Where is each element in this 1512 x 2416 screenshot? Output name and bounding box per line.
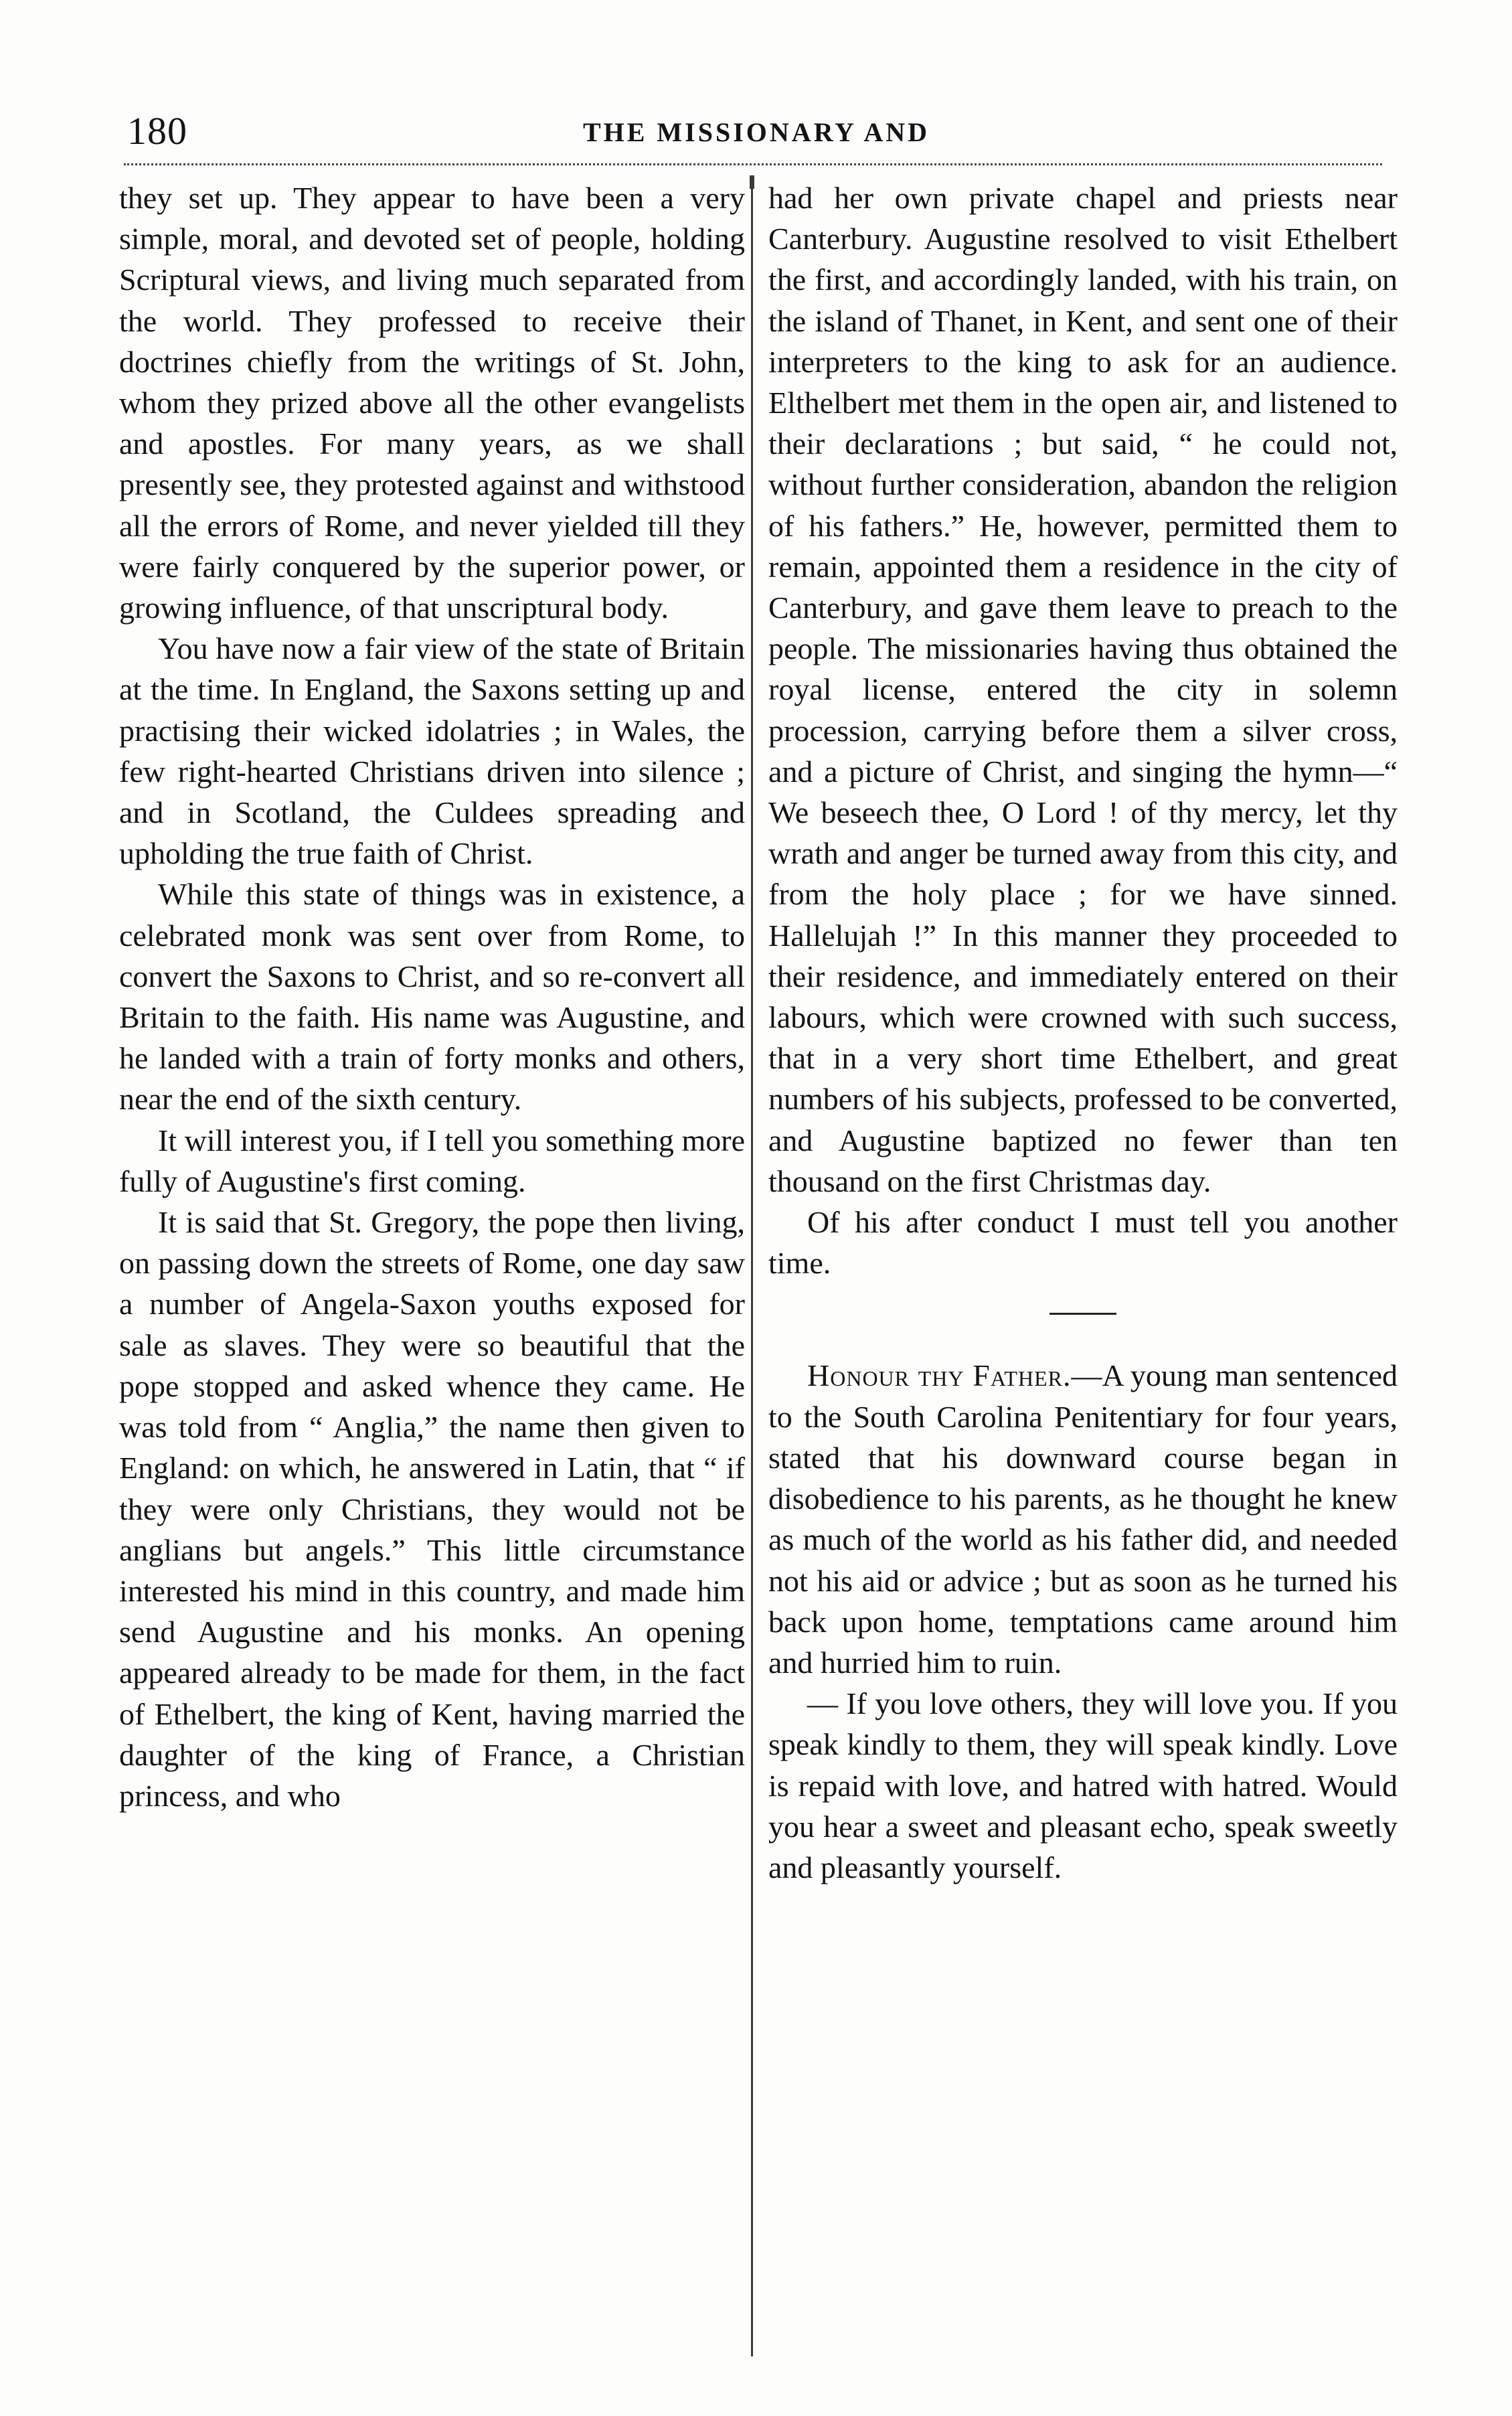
section-heading: Honour thy Father. — [807, 1358, 1072, 1393]
header-rule — [124, 159, 1382, 165]
paragraph: It will interest you, if I tell you something more fully of Augustine's first coming. — [119, 1123, 745, 1198]
left-column — [119, 177, 745, 1816]
paragraph: — If you love others, they will love you. If you speak kindly to them, they will speak kindly. Love is repaid with love, and hatred with hatred. Would you hear a sweet and pleasant echo, speak sweetly and pleasantly yourself. — [768, 1686, 1398, 1884]
page-number: 180 — [127, 109, 187, 153]
paragraph: You have now a fair view of the state of Britain at the time. In England, the Saxons setting up and practising their wicked idolatries ; in Wales, the few right-hearted Christians driven into silence ; and in Scotland, the Culdees spreading and upholding the true faith of Christ. — [119, 631, 745, 871]
paragraph: While this state of things was in existence, a celebrated monk was sent over from Rome, to convert the Saxons to Christ, and so re-convert all Britain to the faith. His name was Augustine, and he landed with a train of forty monks and others, near the end of the sixth century. — [119, 877, 745, 1117]
right-column — [768, 177, 1398, 1888]
paragraph: had her own private chapel and priests near Canterbury. Augustine resolved to visit Ethelbert the first, and accordingly landed, with his train, on the island of Thanet, in Kent, and sent one of their interpreters to the king to ask for an audience. Elthelbert met them in the open air, and listened to their declarations ; but said, “ he could not, without further consideration, abandon the religion of his fathers.” He, however, permitted them to remain, appointed them a residence in the city of Canterbury, and gave them leave to preach to the people. The missionaries having thus obtained the royal license, entered the city in solemn procession, carrying before them a silver cross, and a picture of Christ, and singing the hymn—“ We beseech thee, O Lord ! of thy mercy, let thy wrath and anger be turned away from this city, and from the holy place ; for we have sinned. Hallelujah !” In this manner they proceeded to their residence, and immediately entered on their labours, which were crowned with such success, that in a very short time Ethelbert, and great numbers of his subjects, professed to be converted, and Augustine baptized no fewer than ten thousand on the first Christmas day. — [768, 181, 1398, 1198]
column-divider — [751, 181, 753, 2356]
page-header — [114, 102, 1399, 155]
paragraph: It is said that St. Gregory, the pope then living, on passing down the streets of Rome, one day saw a number of Angela-Saxon youths exposed for sale as slaves. They were so beautiful that the pope stopped and asked whence they came. He was told from “ Anglia,” the name then given to England: on which, he answered in Latin, that “ if they were only Christians, they would not be anglians but angels.” This little circumstance interested his mind in this country, and made him send Augustine and his monks. An opening appeared already to be made for them, in the fact of Ethelbert, the king of Kent, having married the daughter of the king of France, a Christian princess, and who — [119, 1205, 745, 1813]
section-separator — [1049, 1313, 1116, 1315]
paragraph-text: —A young man sentenced to the South Carolina Penitentiary for four years, stated that his downward course began in disobedience to his parents, as he thought he knew as much of the world as his father did, and needed not his aid or advice ; but as soon as he turned his back upon home, temptations came around him and hurried him to ruin. — [768, 1358, 1398, 1680]
running-title: THE MISSIONARY AND — [582, 117, 930, 147]
paragraph: they set up. They appear to have been a very simple, moral, and devoted set of people, holding Scriptural views, and living much separated from the world. They professed to receive their doctrines chiefly from the writings of St. John, whom they prized above all the other evangelists and apostles. For many years, as we shall presently see, they protested against and withstood all the errors of Rome, and never yielded till they were fairly conquered by the superior power, or growing influence, of that unscriptural body. — [119, 181, 745, 625]
paragraph: Of his after conduct I must tell you another time. — [768, 1205, 1398, 1281]
paragraph — [768, 1355, 1398, 1683]
